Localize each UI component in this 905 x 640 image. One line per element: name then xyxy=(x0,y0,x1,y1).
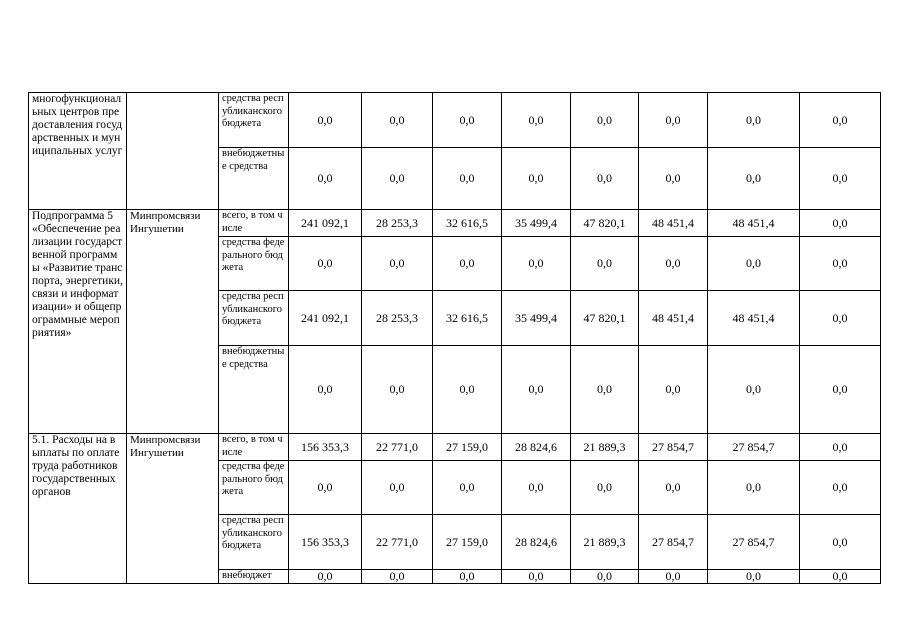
funding-source-cell: внебюджетные средства xyxy=(219,346,289,434)
program-name-cell: 5.1. Расходы на выплаты по оплате труда работников государственных органов xyxy=(29,434,127,584)
value-cell: 0,0 xyxy=(502,570,571,584)
value-cell: 0,0 xyxy=(433,461,502,515)
value-cell: 0,0 xyxy=(502,346,571,434)
value-cell: 48 451,4 xyxy=(639,291,708,346)
value-cell: 0,0 xyxy=(639,148,708,210)
value-cell: 28 253,3 xyxy=(362,210,433,237)
value-cell: 48 451,4 xyxy=(708,291,800,346)
value-cell: 35 499,4 xyxy=(502,291,571,346)
value-cell: 21 889,3 xyxy=(571,434,639,461)
value-cell: 27 854,7 xyxy=(639,515,708,570)
value-cell: 0,0 xyxy=(639,570,708,584)
value-cell: 156 353,3 xyxy=(289,515,362,570)
responsible-cell: Минпромсвязи Ингушетии xyxy=(127,434,219,584)
value-cell: 0,0 xyxy=(502,93,571,148)
funding-source-cell: внебюджет xyxy=(219,570,289,584)
table-row xyxy=(29,93,881,148)
value-cell: 27 159,0 xyxy=(433,515,502,570)
value-cell: 241 092,1 xyxy=(289,291,362,346)
value-cell: 0,0 xyxy=(800,148,881,210)
value-cell: 0,0 xyxy=(800,515,881,570)
value-cell: 0,0 xyxy=(571,237,639,291)
value-cell: 0,0 xyxy=(362,237,433,291)
value-cell: 0,0 xyxy=(362,461,433,515)
table-body xyxy=(29,93,881,584)
value-cell: 156 353,3 xyxy=(289,434,362,461)
responsible-cell xyxy=(127,93,219,210)
value-cell: 47 820,1 xyxy=(571,210,639,237)
value-cell: 0,0 xyxy=(708,93,800,148)
value-cell: 0,0 xyxy=(362,570,433,584)
value-cell: 0,0 xyxy=(289,346,362,434)
table-row xyxy=(29,210,881,237)
value-cell: 0,0 xyxy=(639,346,708,434)
value-cell: 0,0 xyxy=(800,93,881,148)
value-cell: 0,0 xyxy=(502,148,571,210)
value-cell: 0,0 xyxy=(708,346,800,434)
value-cell: 0,0 xyxy=(433,148,502,210)
value-cell: 0,0 xyxy=(571,346,639,434)
value-cell: 48 451,4 xyxy=(708,210,800,237)
value-cell: 0,0 xyxy=(362,148,433,210)
value-cell: 0,0 xyxy=(800,291,881,346)
funding-source-cell: средства республиканского бюджета xyxy=(219,291,289,346)
value-cell: 28 824,6 xyxy=(502,515,571,570)
value-cell: 0,0 xyxy=(289,461,362,515)
value-cell: 0,0 xyxy=(289,148,362,210)
value-cell: 0,0 xyxy=(639,461,708,515)
funding-source-cell: средства федерального бюджета xyxy=(219,237,289,291)
funding-source-cell: средства республиканского бюджета xyxy=(219,515,289,570)
value-cell: 0,0 xyxy=(800,346,881,434)
value-cell: 22 771,0 xyxy=(362,515,433,570)
value-cell: 0,0 xyxy=(639,237,708,291)
value-cell: 0,0 xyxy=(502,461,571,515)
value-cell: 0,0 xyxy=(289,93,362,148)
value-cell: 0,0 xyxy=(800,237,881,291)
value-cell: 0,0 xyxy=(708,570,800,584)
value-cell: 0,0 xyxy=(708,461,800,515)
value-cell: 32 616,5 xyxy=(433,291,502,346)
value-cell: 241 092,1 xyxy=(289,210,362,237)
value-cell: 48 451,4 xyxy=(639,210,708,237)
value-cell: 0,0 xyxy=(800,570,881,584)
funding-source-cell: всего, в том числе xyxy=(219,210,289,237)
value-cell: 0,0 xyxy=(433,346,502,434)
table-row xyxy=(29,434,881,461)
value-cell: 0,0 xyxy=(433,237,502,291)
value-cell: 22 771,0 xyxy=(362,434,433,461)
value-cell: 27 159,0 xyxy=(433,434,502,461)
value-cell: 28 253,3 xyxy=(362,291,433,346)
value-cell: 32 616,5 xyxy=(433,210,502,237)
value-cell: 21 889,3 xyxy=(571,515,639,570)
value-cell: 0,0 xyxy=(289,570,362,584)
value-cell: 0,0 xyxy=(708,237,800,291)
value-cell: 0,0 xyxy=(289,237,362,291)
value-cell: 27 854,7 xyxy=(639,434,708,461)
program-name-cell: многофункциональных центров предоставления государственных и муниципальных услуг xyxy=(29,93,127,210)
funding-source-cell: всего, в том числе xyxy=(219,434,289,461)
value-cell: 0,0 xyxy=(571,570,639,584)
value-cell: 0,0 xyxy=(639,93,708,148)
funding-source-cell: средства республиканского бюджета xyxy=(219,93,289,148)
value-cell: 0,0 xyxy=(800,210,881,237)
value-cell: 0,0 xyxy=(571,93,639,148)
value-cell: 0,0 xyxy=(362,346,433,434)
value-cell: 28 824,6 xyxy=(502,434,571,461)
value-cell: 35 499,4 xyxy=(502,210,571,237)
value-cell: 0,0 xyxy=(433,570,502,584)
program-name-cell: Подпрограмма 5 «Обеспечение реализации государственной программы «Развитие транспорта, энергетики, связи и информатизации» и общепрограммные мероприятия» xyxy=(29,210,127,434)
value-cell: 0,0 xyxy=(571,148,639,210)
value-cell: 0,0 xyxy=(433,93,502,148)
value-cell: 0,0 xyxy=(502,237,571,291)
value-cell: 0,0 xyxy=(800,461,881,515)
value-cell: 0,0 xyxy=(362,93,433,148)
funding-source-cell: средства федерального бюджета xyxy=(219,461,289,515)
budget-table xyxy=(28,92,881,584)
value-cell: 0,0 xyxy=(571,461,639,515)
value-cell: 0,0 xyxy=(708,148,800,210)
funding-source-cell: внебюджетные средства xyxy=(219,148,289,210)
value-cell: 47 820,1 xyxy=(571,291,639,346)
value-cell: 0,0 xyxy=(800,434,881,461)
value-cell: 27 854,7 xyxy=(708,434,800,461)
value-cell: 27 854,7 xyxy=(708,515,800,570)
responsible-cell: Минпромсвязи Ингушетии xyxy=(127,210,219,434)
